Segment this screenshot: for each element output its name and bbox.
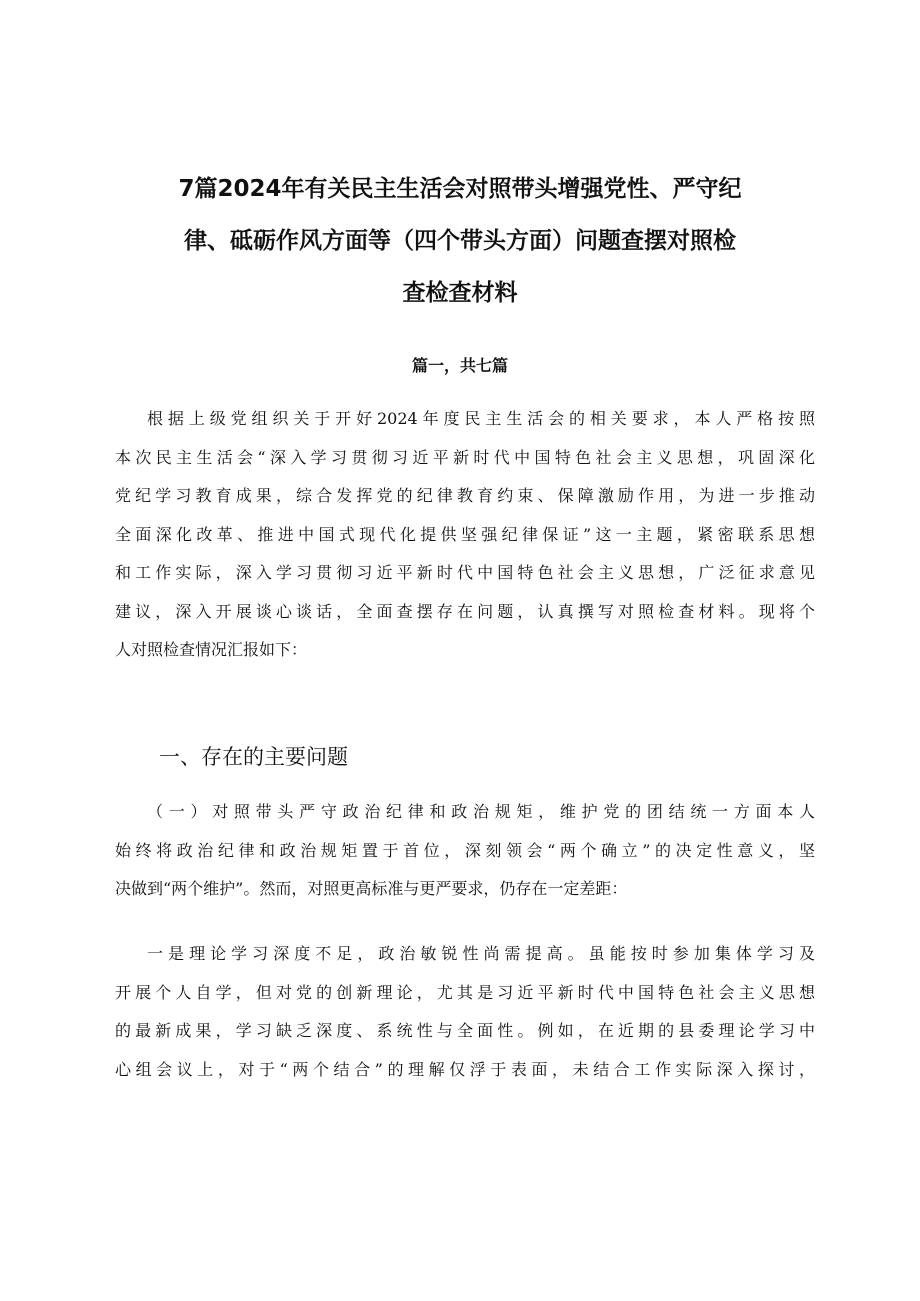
point-1-line-3: 的最新成果，学习缺乏深度、系统性与全面性。例如，在近期的县委理论学习中 [115,1021,815,1040]
heading-main-problems: 一、存在的主要问题 [159,745,348,769]
intro-paragraph [115,400,815,670]
title-line-3: 查检查材料 [402,280,518,306]
point-1-line-1: 一是理论学习深度不足，政治敏锐性尚需提高。虽能按时参加集体学习及 [147,944,815,963]
title-line-2: 律、砥砺作风方面等（四个带头方面）问题查摆对照检 [184,228,736,254]
intro-line-2: 本次民主生活会“深入学习贯彻习近平新时代中国特色社会主义思想，巩固深化 [115,447,815,467]
point-1-line-4: 心组会议上，对于“两个结合”的理解仅浮于表面，未结合工作实际深入探讨， [115,1059,815,1079]
intro-line-6: 建议，深入开展谈心谈话，全面查摆存在问题，认真撰写对照检查材料。现将个 [115,601,815,621]
intro-line-3: 党纪学习教育成果，综合发挥党的纪律教育约束、保障激励作用，为进一步推动 [115,486,815,505]
point-1-paragraph [115,935,815,1089]
point-1-line-2: 开展个人自学，但对党的创新理论，尤其是习近平新时代中国特色社会主义思想 [115,982,815,1002]
subsection-1-line-2: 始终将政治纪律和政治规矩置于首位，深刻领会“两个确立”的决定性意义，坚 [115,840,815,860]
intro-line-1: 根据上级党组织关于开好2024年度民主生活会的相关要求，本人严格按照 [147,409,815,428]
intro-line-4: 全面深化改革、推进中国式现代化提供坚强纪律保证”这一主题，紧密联系思想 [115,524,815,544]
subsection-1-paragraph [115,793,815,909]
title-line-1: 7篇2024年有关民主生活会对照带头增强党性、严守纪 [178,176,742,202]
subsection-1-line-1: （一）对照带头严守政治纪律和政治规矩，维护党的团结统一方面本人 [147,802,815,821]
intro-line-7: 人对照检查情况汇报如下： [115,640,308,659]
document-title [150,163,770,319]
section-marker: 篇一，共七篇 [411,356,508,375]
intro-line-5: 和工作实际，深入学习贯彻习近平新时代中国特色社会主义思想，广泛征求意见 [115,563,815,582]
subsection-1-line-3: 决做到“两个维护”。然而，对照更高标准与更严要求，仍存在一定差距： [115,879,628,898]
